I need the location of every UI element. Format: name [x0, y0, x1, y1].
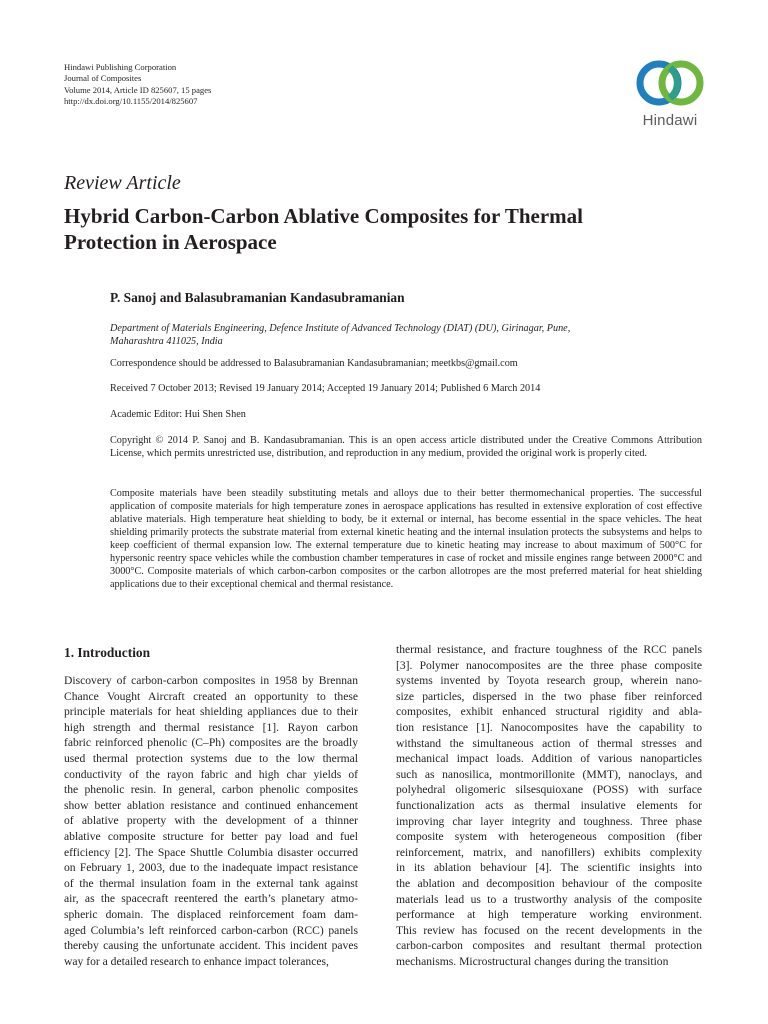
text-line: composite system with heterogeneous composition (fiber: [396, 830, 702, 844]
text-line: withstand the simultaneous action of thermal stresses and: [396, 736, 702, 750]
authors: P. Sanoj and Balasubramanian Kandasubramanian: [110, 290, 405, 305]
doi-link[interactable]: http://dx.doi.org/10.1155/2014/825607: [64, 96, 198, 107]
text-line: on February 1, 2003, due to the inadequate impact resistance: [64, 861, 358, 875]
text-line: composites, exhibit enhanced structural rigidity and abla-: [396, 705, 702, 719]
correspondence: Correspondence should be addressed to Balasubramanian Kandasubramanian; meetkbs@gmail.com: [110, 358, 518, 369]
journal-name: Journal of Composites: [64, 73, 142, 84]
section-heading: 1. Introduction: [64, 645, 151, 660]
text-line: such as nanosilica, montmorillonite (MMT), nanoclays, and: [396, 767, 702, 781]
affiliation-line: Department of Materials Engineering, Defence Institute of Advanced Technology (DIAT) (DU), Girinagar, Pune,: [110, 323, 571, 334]
text-line: Chance Vought Aircraft created an opportunity to these: [64, 689, 358, 703]
text-line: way for a detailed research to enhance impact tolerances,: [64, 954, 329, 968]
text-line: air, as the spacecraft reentered the earth’s planetary atmo-: [64, 892, 358, 906]
text-line: used thermal protection systems due to the low thermal: [64, 751, 358, 765]
text-line: thermal resistance, and fracture toughness of the RCC panels: [396, 643, 702, 656]
text-line: reinforcement, matrix, and nanofillers) exhibits complexity: [396, 845, 702, 859]
text-line: ablative composite structure for better pay load and fuel: [64, 829, 358, 843]
article-title: [64, 203, 714, 255]
abstract: Composite materials have been steadily substituting metals and alloys due to their better thermomechanical properties. The successful application of composite materials for high temperature zones in aerospace applications has resulted in extensive exploration of cost effective ablative materials. High temperature heat shielding to body, be it external or internal, has become essential in the space vehicles. The heat shielding primarily protects the substrate material from external kinetic heating and the internal insulation protects the subsystems and helps to keep coefficient of thermal expansion low. The external temperature due to kinetic heating may increase to about maximum of 500°C for hypersonic reentry space vehicles while the combustion chamber temperatures in case of rocket and missile engines range between 2000°C and 3000°C. Composite materials of which carbon-carbon composites or the carbon allotropes are the most preferred material for heat shielding applications due to their exceptional chemical and thermal resistance.: [110, 488, 702, 590]
article-title-line: Hybrid Carbon-Carbon Ablative Composites for Thermal: [64, 204, 583, 228]
text-line: principle materials for heat shielding appliances due to their: [64, 705, 358, 719]
academic-editor: Academic Editor: Hui Shen Shen: [110, 409, 246, 420]
text-line: mechanisms. Microstructural changes during the transition: [396, 954, 669, 968]
copyright-notice: Copyright © 2014 P. Sanoj and B. Kandasubramanian. This is an open access article distributed under the Creative Commons Attribution License, which permits unrestricted use, distribution, and reproduction in any medium, provided the original work is properly cited.: [110, 435, 702, 459]
text-line: materials lead us to a trustworthy analysis of the composite: [396, 892, 702, 906]
journal-header: [64, 62, 211, 108]
affiliation: [110, 322, 710, 348]
text-line: improving char layer integrity and toughness. Three phase: [396, 814, 702, 828]
text-line: [3]. Polymer nanocomposites are the three phase composite: [396, 658, 702, 672]
text-line: of ablative property with the development of a thinner: [64, 814, 358, 828]
text-line: of the thermal insulation foam in the external tank against: [64, 876, 358, 890]
text-line: the phenolic resin. In general, carbon phenolic composites: [64, 783, 358, 797]
text-line: spheric domain. The displaced reinforcement foam dam-: [64, 907, 358, 921]
text-line: aged Columbia’s left reinforced carbon-carbon (RCC) panels: [64, 923, 358, 937]
text-line: size particles, dispersed in the two phase fiber reinforced: [396, 689, 702, 703]
publisher-name: Hindawi Publishing Corporation: [64, 62, 177, 72]
article-type: Review Article: [64, 172, 181, 194]
text-line: carbon-carbon composites and resultant thermal protection: [396, 939, 702, 953]
text-line: Discovery of carbon-carbon composites in 1958 by Brennan: [64, 674, 358, 687]
text-line: show better ablation resistance and continued enhancement: [64, 798, 358, 812]
text-line: performance at high temperature working environment.: [396, 908, 702, 922]
volume-info: Volume 2014, Article ID 825607, 15 pages: [64, 84, 212, 95]
text-line: thereby causing the unfortunate accident. This incident paves: [64, 939, 358, 953]
hindawi-rings-icon: [634, 56, 706, 110]
article-title-line: Protection in Aerospace: [64, 230, 277, 254]
text-line: the ablation and decomposition behaviour of the composite: [396, 876, 702, 890]
text-line: conductivity of the rayon fabric and high char yields of: [64, 767, 358, 781]
hindawi-logo-text: Hindawi: [642, 112, 698, 129]
affiliation-line: Maharashtra 411025, India: [110, 336, 223, 347]
text-line: in its ablation behaviour [4]. The scientific insights into: [396, 861, 702, 875]
hindawi-logo: [620, 56, 720, 136]
text-line: fabric reinforced phenolic (C–Ph) composites are the broadly: [64, 736, 358, 750]
text-line: efficiency [2]. The Space Shuttle Columbia disaster occurred: [64, 845, 358, 859]
text-line: tion resistance [1]. Nanocomposites have the capability to: [396, 720, 702, 734]
text-line: This review has focused on the recent developments in the: [396, 923, 702, 937]
text-line: systems invented by Toyota research group, wherein nano-: [396, 674, 702, 688]
text-line: functionalization acts as thermal insulative elements for: [396, 798, 702, 812]
body-column-right: [396, 642, 702, 969]
text-line: polyhedral oligomeric silsesquioxane (POSS) with surface: [396, 783, 702, 797]
publication-dates: Received 7 October 2013; Revised 19 January 2014; Accepted 19 January 2014; Published 6 March 2014: [110, 383, 541, 394]
text-line: mechanical impact loads. Addition of various nanoparticles: [396, 752, 702, 766]
text-line: high strength and thermal resistance [1]. Rayon carbon: [64, 720, 358, 734]
body-column-left: [64, 673, 358, 969]
